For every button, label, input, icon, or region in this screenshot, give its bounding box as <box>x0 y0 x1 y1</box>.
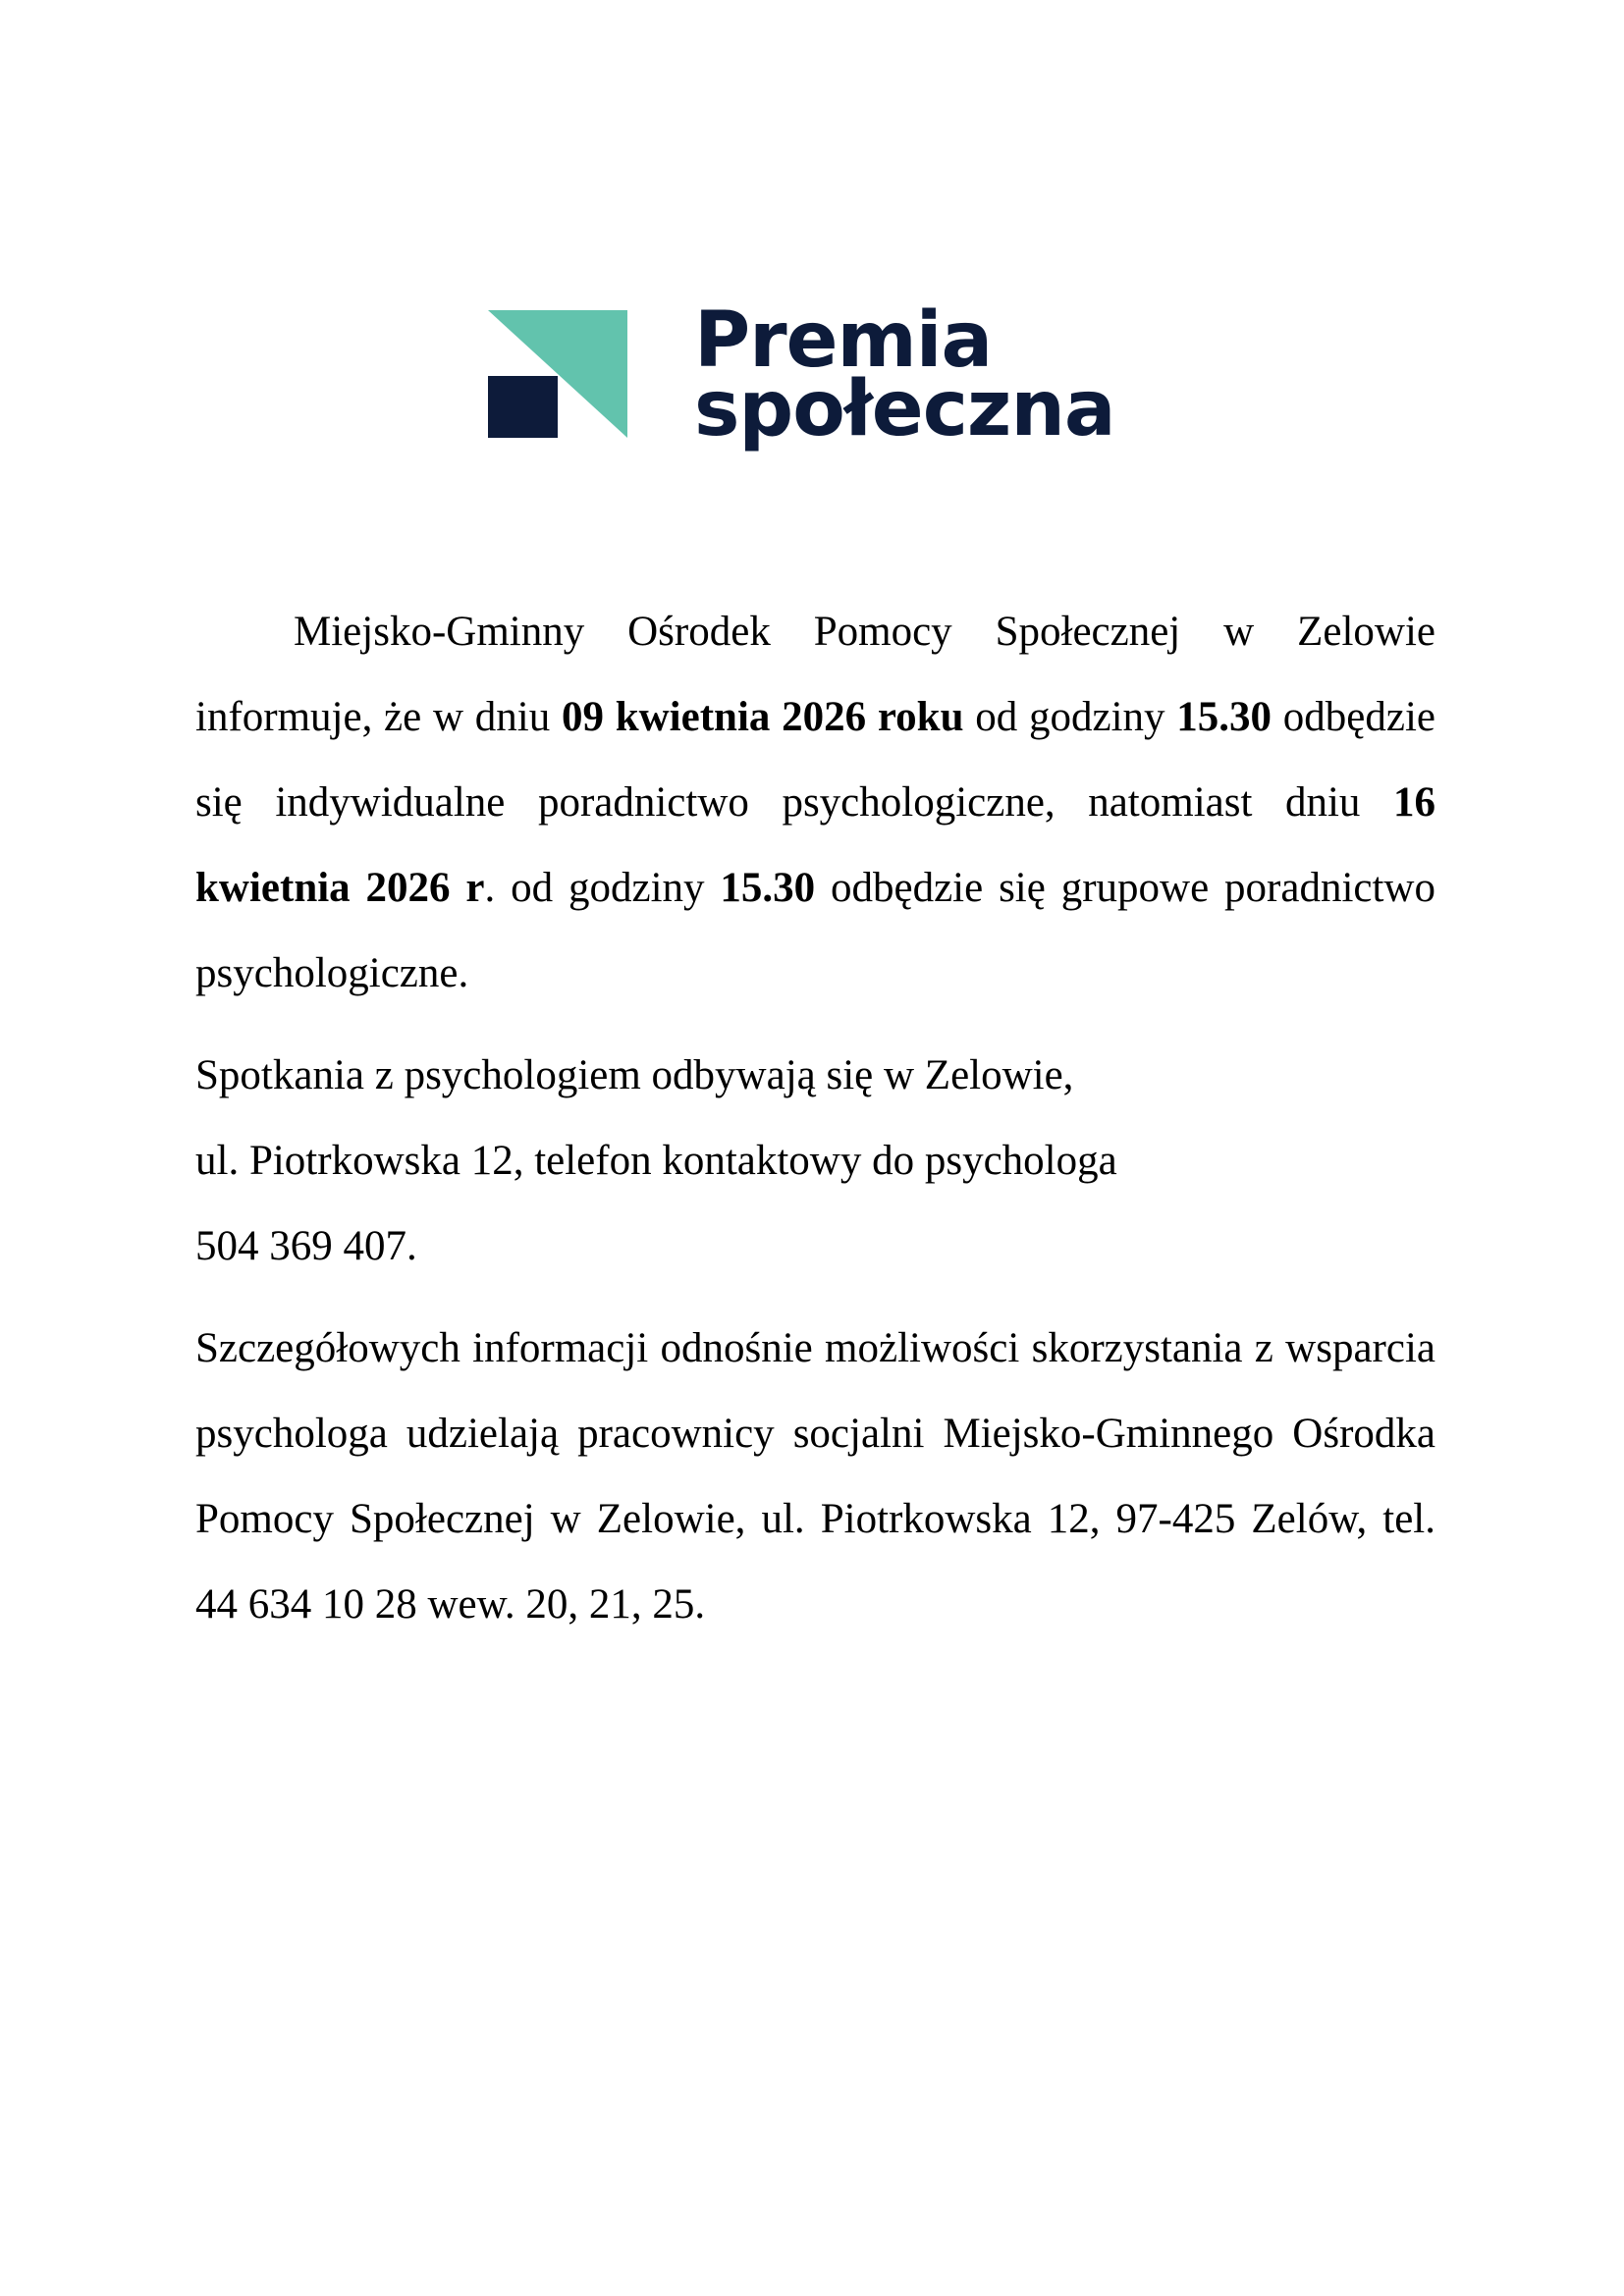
paragraph-location <box>195 1033 1435 1289</box>
schedule-text-2: od godziny <box>963 694 1177 740</box>
paragraph-details: Szczegółowych informacji odnośnie możliwości skorzystania z wsparcia psychologa udzielają pracownicy socjalni Miejsko-Gminnego Ośrodka Pomocy Społecznej w Zelowie, ul. Piotrkowska 12, 97-425 Zelów, tel. 44 634 10 28 wew. 20, 21, 25. <box>195 1325 1435 1628</box>
date-individual: 09 kwietnia 2026 roku <box>561 694 964 740</box>
date-group: 16 kwietnia 2026 r <box>195 779 1435 911</box>
logo-navy-square <box>488 376 558 438</box>
logo-wordmark <box>694 296 1115 454</box>
premia-spoleczna-logo <box>488 296 1156 463</box>
schedule-text-1: Miejsko-Gminny Ośrodek Pomocy Społecznej w Zelowie informuje, że w dniu <box>195 609 1435 740</box>
logo-mark-icon <box>488 310 627 438</box>
schedule-text-3: odbędzie się indywidualne poradnictwo psychologiczne, natomiast dniu <box>195 694 1435 826</box>
psychologist-phone: 504 369 407. <box>195 1223 417 1269</box>
time-individual: 15.30 <box>1176 694 1272 740</box>
paragraph-schedule <box>195 589 1435 1016</box>
schedule-text-4: . od godziny <box>484 865 721 911</box>
logo-line-1: Premia <box>694 296 993 385</box>
logo-line-2: społeczna <box>694 365 1115 454</box>
location-line-1: Spotkania z psychologiem odbywają się w Zelowie, <box>195 1052 1074 1098</box>
time-group: 15.30 <box>720 865 816 911</box>
location-line-2: ul. Piotrkowska 12, telefon kontaktowy do psychologa <box>195 1138 1117 1184</box>
schedule-text-5: odbędzie się grupowe poradnictwo psychologiczne. <box>195 865 1435 996</box>
announcement-body <box>195 589 1435 1647</box>
